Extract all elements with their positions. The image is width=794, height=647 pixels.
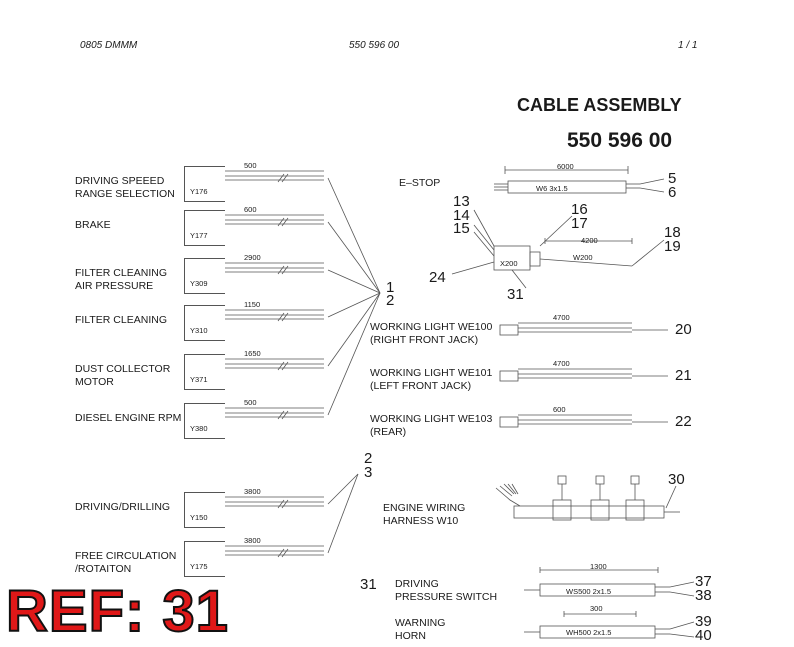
ref-stamp: REF: 31 <box>6 579 229 644</box>
valve-label: BRAKE <box>75 219 111 231</box>
valve-length: 1650 <box>244 349 261 358</box>
working-light-length: 4700 <box>553 313 570 322</box>
working-light-plug <box>500 371 518 381</box>
leader-line <box>328 474 358 504</box>
engine-harness-label: ENGINE WIRING HARNESS W10 <box>383 502 466 527</box>
header-center: 550 596 00 <box>349 40 400 51</box>
callout-15: 15 <box>453 220 470 237</box>
switch-ref-31: 31 <box>360 576 377 593</box>
leader-line <box>328 178 380 293</box>
valve-code: Y177 <box>190 231 208 240</box>
working-light-callout: 22 <box>675 413 692 430</box>
callout-30: 30 <box>668 471 685 488</box>
valve-code: Y309 <box>190 279 208 288</box>
valve-length: 500 <box>244 161 257 170</box>
working-light-label: WORKING LIGHT WE103 (REAR) <box>370 413 493 438</box>
callout-31: 31 <box>507 286 524 303</box>
valve-length: 1150 <box>244 300 261 309</box>
valve-code: Y380 <box>190 424 208 433</box>
valve-label: FREE CIRCULATION /ROTAITON <box>75 550 177 575</box>
valve-label: DUST COLLECTOR MOTOR <box>75 363 171 388</box>
valve-code: Y150 <box>190 513 208 522</box>
switch-cable-horn: WH500 2x1.5 <box>566 628 612 637</box>
switch-label-horn: WARNING HORN <box>395 617 446 642</box>
callout-13: 13 <box>453 193 470 210</box>
valve-connector <box>184 403 225 439</box>
working-light-label: WORKING LIGHT WE100 (RIGHT FRONT JACK) <box>370 321 493 346</box>
valve-connector <box>184 492 225 528</box>
estop-cable <box>494 166 664 193</box>
callout-17: 17 <box>571 215 588 232</box>
valve-connector <box>184 210 225 246</box>
leader-line <box>328 293 380 317</box>
callout-2b: 2 <box>364 450 373 467</box>
callout-18: 18 <box>664 224 681 241</box>
working-light-callout: 20 <box>675 321 692 338</box>
valve-length: 600 <box>244 205 257 214</box>
switch-cable-driving: WS500 2x1.5 <box>566 587 612 596</box>
switch-length-horn: 300 <box>590 604 603 613</box>
valve-length: 3800 <box>244 487 261 496</box>
working-light-plug <box>500 325 518 335</box>
valve-length: 3800 <box>244 536 261 545</box>
callout-39: 39 <box>695 613 712 630</box>
valve-connector <box>184 354 225 390</box>
callout-2: 2 <box>386 292 395 309</box>
working-light-length: 600 <box>553 405 566 414</box>
working-light-label: WORKING LIGHT WE101 (LEFT FRONT JACK) <box>370 367 493 392</box>
harness-connector-code: X200 <box>500 259 518 268</box>
valve-code: Y175 <box>190 562 208 571</box>
engine-harness <box>496 476 680 520</box>
valve-code: Y176 <box>190 187 208 196</box>
valve-length: 500 <box>244 398 257 407</box>
leader-line <box>328 270 380 293</box>
switch-label-driving: DRIVING PRESSURE SWITCH <box>395 578 498 603</box>
valve-label: DIESEL ENGINE RPM <box>75 412 182 424</box>
harness-cable-code: W200 <box>573 253 593 262</box>
working-light-length: 4700 <box>553 359 570 368</box>
callout-24: 24 <box>429 269 446 286</box>
valve-length: 2900 <box>244 253 261 262</box>
part-number: 550 596 00 <box>567 129 673 152</box>
callout-1: 1 <box>386 279 395 296</box>
leader-line <box>328 474 358 553</box>
callout-3: 3 <box>364 464 373 481</box>
page-title: CABLE ASSEMBLY <box>517 95 682 115</box>
valve-code: Y371 <box>190 375 208 384</box>
valve-connector <box>184 305 225 341</box>
harness-length: 4200 <box>581 236 598 245</box>
valve-connector <box>184 541 225 577</box>
callout-14: 14 <box>453 207 470 224</box>
callout-40: 40 <box>695 627 712 644</box>
switch-length-driving: 1300 <box>590 562 607 571</box>
header-left: 0805 DMMM <box>80 40 138 51</box>
page-indicator: 1 / 1 <box>678 40 698 51</box>
leader-line <box>328 293 380 415</box>
callout-37: 37 <box>695 573 712 590</box>
estop-length: 6000 <box>557 162 574 171</box>
leader-line <box>328 222 380 293</box>
estop-label: E–STOP <box>399 177 441 189</box>
estop-cable-code: W6 3x1.5 <box>536 184 568 193</box>
valve-connector <box>184 166 225 202</box>
callout-38: 38 <box>695 587 712 604</box>
valve-label: FILTER CLEANING AIR PRESSURE <box>75 267 167 292</box>
callout-16: 16 <box>571 201 588 218</box>
valve-connector <box>184 258 225 294</box>
working-light-plug <box>500 417 518 427</box>
working-light-callout: 21 <box>675 367 692 384</box>
valve-label: DRIVING/DRILLING <box>75 501 171 513</box>
working-light-cables <box>500 323 668 427</box>
valve-label: FILTER CLEANING <box>75 314 167 326</box>
valve-code: Y310 <box>190 326 208 335</box>
estop-callout-6: 6 <box>668 184 677 201</box>
estop-callout-5: 5 <box>668 170 677 187</box>
valve-label: DRIVING SPEEED RANGE SELECTION <box>75 175 175 200</box>
callout-19: 19 <box>664 238 681 255</box>
